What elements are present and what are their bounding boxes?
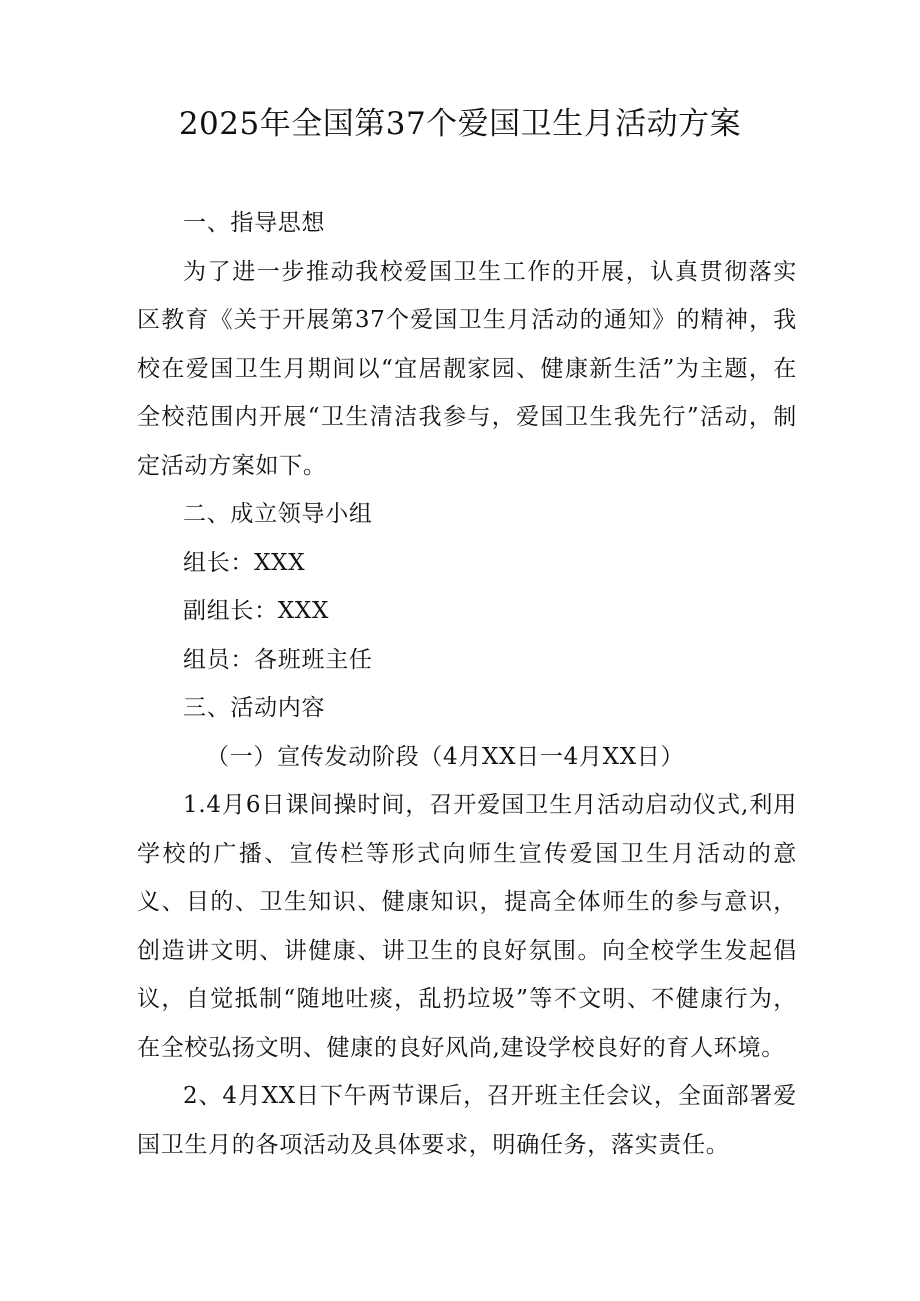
group-leader-line: 组长：XXX [183,549,306,576]
section-heading-leadership-group: 二、成立领导小组 [183,501,373,527]
paragraph-item-2: 2、4月XX日下午两节课后，召开班主任会议，全面部署爱国卫生月的各项活动及具体要求，明确任务，落实责任。 [137,1083,797,1158]
deputy-leader-line: 副组长：XXX [183,598,330,624]
document-body [137,199,797,1169]
section-heading-guiding-ideology: 一、指导思想 [183,210,326,236]
section-heading-activity-content: 三、活动内容 [183,695,326,721]
subsection-heading-publicity-stage: （一）宣传发动阶段（4月XX日一4月XX日） [206,743,685,770]
paragraph-item-1: 1.4月6日课间操时间，召开爱国卫生月活动启动仪式,利用学校的广播、宣传栏等形式向师生宣传爱国卫生月活动的意义、目的、卫生知识、健康知识，提高全体师生的参与意识，创造讲文明、讲健康、讲卫生的良好氛围。向全校学生发起倡议，自觉抵制“随地吐痰，乱扔垃圾”等不文明、不健康行为，在全校弘扬文明、健康的良好风尚,建设学校良好的育人环境。 [137,792,797,1061]
document-title: 2025年全国第37个爱国卫生月活动方案 [178,106,742,142]
group-members-line: 组员：各班班主任 [183,646,373,673]
paragraph-intro: 为了进一步推动我校爱国卫生工作的开展，认真贯彻落实区教育《关于开展第37个爱国卫生月活动的通知》的精神，我校在爱国卫生月期间以“宜居靓家园、健康新生活”为主题，在全校范围内开展“卫生清洁我参与，爱国卫生我先行”活动，制定活动方案如下。 [137,258,797,479]
